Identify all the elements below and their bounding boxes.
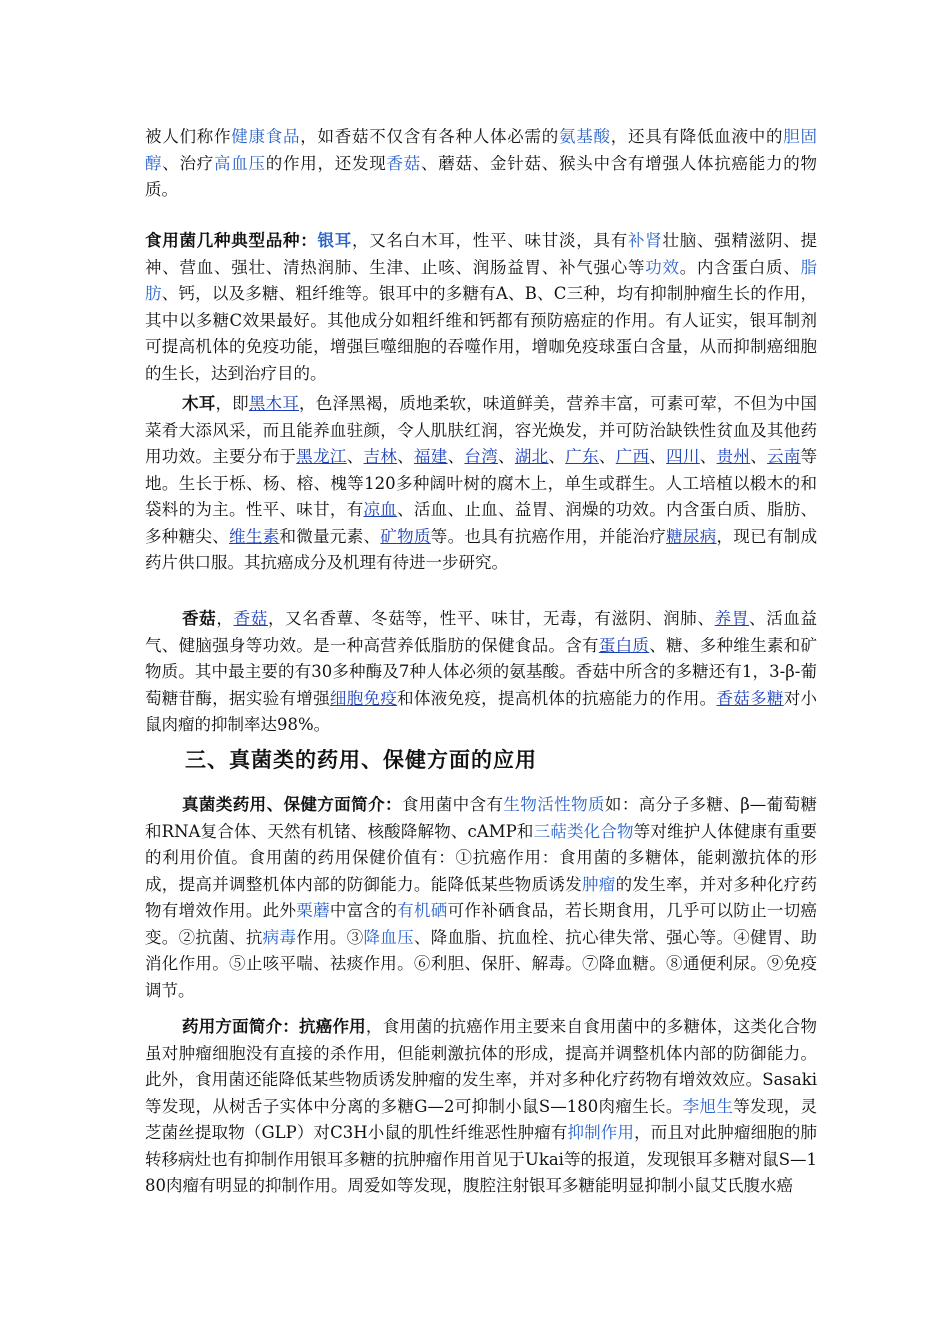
link-cell-immunity[interactable]: 细胞免疫 — [329, 688, 398, 708]
text: 可作补硒食品，若长期食用，几乎可以防止一切癌变。②抗菌、抗 — [145, 901, 818, 947]
link-fujian[interactable]: 福建 — [413, 447, 448, 466]
section-heading: 三、真菌类的药用、保健方面的应用 — [185, 748, 537, 772]
text: 如：高分子多糖、β—葡萄糖和RNA复合体、天然有机锗、核酸降解物、cAMP和 — [145, 795, 818, 841]
link-yunnan[interactable]: 云南 — [767, 447, 801, 466]
text: 中富含的 — [329, 901, 398, 920]
paragraph-anticancer — [145, 1014, 817, 1200]
link-maitake[interactable]: 栗蘑 — [296, 901, 330, 920]
text: ，还具有降低血液中的 — [610, 127, 784, 146]
link-shiitake[interactable]: 香菇 — [386, 153, 421, 173]
link-guizhou[interactable]: 贵州 — [716, 447, 751, 466]
text: 。内含蛋白质、 — [679, 257, 801, 277]
section-label: 药用方面简介：抗癌作用 — [182, 1017, 366, 1036]
text: ，色泽黑褐，质地柔软，味道鲜美，营养丰富，可素可荤，不但为中国菜肴大添风采，而且能养血驻颜，令人肌肤红润，容光焕发，并可防治缺铁性贫血及其他药用功效。主要分布于 — [145, 394, 818, 466]
paragraph-black-fungus — [145, 391, 817, 577]
text: ，如香菇不仅含有各种人体必需的 — [300, 127, 559, 146]
text: 对小鼠肉瘤的抑制率达98%。 — [145, 688, 818, 734]
section-label: 木耳 — [182, 394, 216, 413]
separator: 、 — [397, 447, 414, 466]
link-fat[interactable]: 脂肪 — [145, 257, 817, 303]
text: 、糖、多种维生素和矿物质。其中最主要的有30多种酶及7种人体必须的氨基酸。香菇中所含的多糖还有1，3-β-葡萄糖苷酶，据实验有增强 — [145, 635, 818, 708]
text: 等发现，灵芝菌丝提取物（GLP）对C3H小鼠的肌性纤维恶性肿瘤有 — [145, 1096, 818, 1142]
text: 被人们称作 — [145, 127, 232, 146]
link-health-food[interactable]: 健康食品 — [231, 127, 301, 146]
link-efficacy[interactable]: 功效 — [645, 257, 680, 277]
separator: 、 — [498, 447, 515, 466]
text: 、蘑菇、金针菇、猴头中含有增强人体抗癌能力的物质。 — [145, 153, 817, 199]
link-guangdong[interactable]: 广东 — [565, 447, 599, 466]
separator: 、 — [346, 447, 364, 466]
link-triterpenoids[interactable]: 三萜类化合物 — [533, 821, 634, 841]
link-li-xusheng[interactable]: 李旭生 — [682, 1096, 734, 1116]
link-tumor[interactable]: 肿瘤 — [582, 874, 616, 894]
paragraph-fungi-medicinal — [145, 792, 817, 1004]
text: ，现已有制成药片供口服。其抗癌成分及机理有待进一步研究。 — [145, 526, 818, 572]
link-lower-blood-pressure[interactable]: 降血压 — [363, 927, 414, 947]
link-diabetes[interactable]: 糖尿病 — [666, 526, 717, 546]
link-jilin[interactable]: 吉林 — [363, 447, 398, 466]
link-hypertension[interactable]: 高血压 — [214, 153, 266, 173]
link-cholesterol[interactable]: 胆固醇 — [145, 127, 817, 173]
text: 、钙，以及多糖、粗纤维等。银耳中的多糖有A、B、C三种，均有抑制肿瘤生长的作用，其中以多糖C效果最好。其他成分如粗纤维和钙都有预防癌症的作用。有人证实，银耳制剂可提高机体的免疫功能，增强巨噬细胞的吞噬作用，增咖免疫球蛋白含量，从而抑制癌细胞的生长，达到治疗目的。 — [145, 284, 818, 383]
text: 和体液免疫，提高机体的抗癌能力的作用。 — [397, 688, 717, 708]
text: 和微量元素、 — [279, 526, 381, 546]
text: 等地。生长于栎、杨、榕、槐等120多种阔叶树的腐木上，单生或群生。人工培植以椴木的和袋料的为主。性平、味甘，有 — [145, 447, 818, 519]
text: ，而且对此肿瘤细胞的肺转移病灶也有抑制作用银耳多糖的抗肿瘤作用首见于Ukai等的报道，发现银耳多糖对鼠S—180肉瘤有明显的抑制作用。周爱如等发现，腹腔注射银耳多糖能明显抑制小鼠艾氏腹水癌 — [145, 1123, 818, 1195]
link-black-fungus[interactable]: 黑木耳 — [248, 394, 300, 413]
link-cool-blood[interactable]: 凉血 — [363, 500, 398, 519]
section-label: 真菌类药用、保健方面简介： — [182, 795, 402, 814]
text: 等对维护人体健康有重要的利用价值。食用菌的药用保健价值有：①抗癌作用：食用菌的多糖体，能刺激抗体的形成，提高并调整机体内部的防御能力。能降低某些物质诱发 — [145, 821, 817, 894]
text: ，食用菌的抗癌作用主要来自食用菌中的多糖体，这类化合物虽对肿瘤细胞没有直接的杀作用，但能刺激抗体的形成，提高并调整机体内部的防御能力。此外，食用菌还能降低某些物质诱发肿瘤的发生率，并对多种化疗药物有增效效应。Sasaki等发现，从树舌子实体中分离的多糖G—2可抑制小鼠S—180肉瘤生长。 — [145, 1017, 818, 1116]
section-label: 香菇 — [182, 609, 217, 628]
link-minerals[interactable]: 矿物质 — [380, 526, 431, 546]
link-organic-selenium[interactable]: 有机硒 — [397, 901, 448, 920]
link-guangxi[interactable]: 广西 — [615, 447, 650, 466]
text: ，又名香蕈、冬菇等，性平、味甘，无毒，有滋阴、润肺、 — [267, 609, 715, 628]
text: ， — [216, 609, 234, 628]
text: 的发生率，并对多种化疗药物有增效作用。此外 — [145, 874, 818, 920]
text: ，即 — [215, 394, 249, 413]
separator: 、 — [447, 447, 465, 466]
link-tremella[interactable]: 银耳 — [317, 231, 352, 250]
paragraph-tremella — [145, 228, 817, 387]
text: ，又名白木耳，性平、味甘淡，具有 — [352, 231, 628, 250]
link-nourish-stomach[interactable]: 养胃 — [714, 609, 750, 628]
text: 作用。③ — [296, 927, 364, 947]
link-taiwan[interactable]: 台湾 — [464, 447, 499, 466]
section-label: 食用菌几种典型品种： — [145, 231, 318, 250]
separator: 、 — [548, 447, 566, 466]
link-heilongjiang[interactable]: 黑龙江 — [296, 447, 347, 466]
link-hubei[interactable]: 湖北 — [514, 447, 549, 466]
link-shiitake[interactable]: 香菇 — [233, 609, 268, 628]
separator: 、 — [750, 447, 768, 466]
link-inhibition[interactable]: 抑制作用 — [567, 1123, 635, 1142]
text: 等。也具有抗癌作用，并能治疗 — [430, 526, 667, 546]
separator: 、 — [598, 447, 616, 466]
text: 食用菌中含有 — [401, 795, 504, 814]
text: 、活血益气、健脑强身等功效。是一种高营养低脂肪的保健食品。含有 — [145, 609, 818, 655]
link-kidney[interactable]: 补肾 — [628, 231, 663, 250]
text: 壮脑、强精滋阴、提神、营血、强壮、清热润肺、生津、止咳、润肠益胃、补气强心等 — [145, 231, 817, 277]
text: 的作用，还发现 — [265, 153, 387, 173]
link-vitamin[interactable]: 维生素 — [229, 526, 280, 546]
separator: 、 — [649, 447, 667, 466]
link-protein[interactable]: 蛋白质 — [598, 635, 650, 655]
link-virus[interactable]: 病毒 — [262, 927, 297, 947]
link-lentinan[interactable]: 香菇多糖 — [716, 688, 784, 708]
text: 、活血、止血、益胃、润燥的功效。内含蛋白质、脂肪、多种糖尖、 — [145, 500, 818, 546]
link-amino-acid[interactable]: 氨基酸 — [559, 127, 611, 146]
text: 、降血脂、抗血栓、抗心律失常、强心等。④健胃、助消化作用。⑤止咳平喘、祛痰作用。⑥利胆、保肝、解毒。⑦降血糖。⑧通便利尿。⑨免疫调节。 — [145, 927, 818, 1000]
separator: 、 — [699, 447, 717, 466]
link-sichuan[interactable]: 四川 — [666, 447, 700, 466]
link-bioactive-substances[interactable]: 生物活性物质 — [503, 795, 605, 814]
paragraph-health-food — [145, 124, 817, 204]
paragraph-shiitake — [145, 606, 817, 739]
text: 、治疗 — [162, 153, 214, 173]
